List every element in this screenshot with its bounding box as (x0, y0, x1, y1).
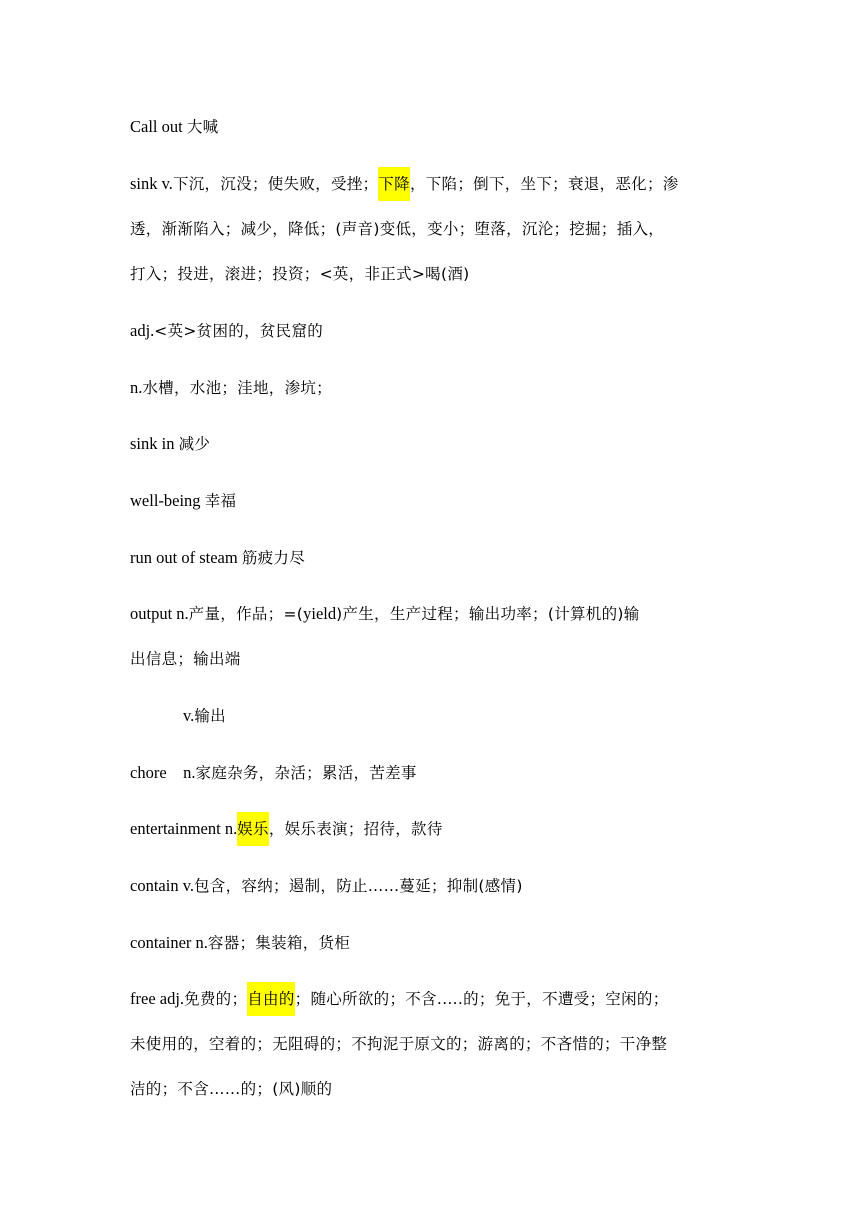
entry-contain (130, 874, 523, 898)
entry-definition: 免费的； (184, 990, 248, 1008)
entry-sink-noun (130, 376, 332, 400)
entry-chore (130, 761, 417, 785)
entry-output-verb (183, 704, 226, 728)
entry-definition-continued: )产生，生产过程；输出功率；(计算机的)输 (336, 605, 640, 623)
entry-word: entertainment n. (130, 819, 238, 838)
entry-sink-line-1 (130, 172, 679, 196)
entry-run-out-of-steam (130, 546, 305, 570)
entry-definition: 减少 (178, 435, 211, 453)
entry-definition-continued: ，下陷；倒下，坐下；衰退，恶化；渗 (409, 175, 679, 193)
entry-definition: 大喊 (186, 118, 219, 136)
entry-definition: 透，渐渐陷入；减少，降低；(声音)变低，变小；堕落，沉沦；挖掘；插入， (130, 220, 665, 238)
entry-word: free adj. (130, 989, 185, 1008)
entry-sink-adj (130, 319, 323, 343)
entry-word: adj. (130, 321, 155, 340)
entry-definition: 洁的；不含……的；(风)顺的 (130, 1080, 333, 1098)
entry-word: container n. (130, 933, 208, 952)
entry-free-line-1 (130, 987, 669, 1011)
entry-definition: 水槽，水池；洼地，渗坑； (142, 379, 332, 397)
entry-free-line-2 (130, 1032, 667, 1056)
entry-word: output n. (130, 604, 189, 623)
entry-definition: 下沉，沉没；使失败，受挫； (172, 175, 379, 193)
entry-sink-line-2 (130, 217, 664, 241)
entry-definition-continued: ；随心所欲的；不含.….的；免于，不遭受；空闲的； (294, 990, 669, 1008)
entry-word: Call out (130, 117, 187, 136)
entry-free-line-3 (130, 1077, 332, 1101)
entry-well-being (130, 489, 236, 513)
entry-word: sink v. (130, 174, 173, 193)
entry-word: chore n. (130, 763, 196, 782)
entry-word: v. (183, 706, 195, 725)
entry-word-inline: yield (303, 604, 337, 623)
entry-word: run out of steam (130, 548, 242, 567)
entry-definition: 输出 (194, 707, 226, 725)
entry-definition: 筋疲力尽 (241, 549, 306, 567)
highlighted-text: 自由的 (247, 982, 294, 1016)
entry-definition: 包含，容纳；遏制，防止……蔓延；抑制(感情) (194, 877, 523, 895)
entry-word: n. (130, 378, 143, 397)
entry-definition: 出信息；输出端 (130, 650, 241, 668)
entry-definition: 未使用的，空着的；无阻碍的；不拘泥于原文的；游离的；不吝惜的；干净整 (130, 1035, 668, 1053)
entry-definition: 产量，作品；=( (188, 605, 304, 623)
entry-sink-in (130, 432, 210, 456)
entry-sink-line-3 (130, 262, 469, 286)
entry-definition: <英>贫困的，贫民窟的 (154, 322, 324, 340)
entry-output-line-1 (130, 602, 640, 626)
highlighted-text: 下降 (378, 167, 410, 201)
entry-word: well-being (130, 491, 205, 510)
entry-definition: 容器；集装箱，货柜 (207, 934, 351, 952)
entry-container (130, 931, 350, 955)
entry-entertainment (130, 817, 443, 841)
entry-definition-continued: ，娱乐表演；招待，款待 (268, 820, 443, 838)
entry-output-line-2 (130, 647, 241, 671)
highlighted-text: 娱乐 (237, 812, 269, 846)
entry-definition: 打入；投进，滚进；投资；<英，非正式>喝(酒) (130, 265, 470, 283)
entry-word: sink in (130, 434, 179, 453)
entry-definition: 幸福 (204, 492, 237, 510)
entry-call-out (130, 115, 218, 139)
entry-definition: 家庭杂务，杂活；累活，苦差事 (195, 764, 417, 782)
entry-word: contain v. (130, 876, 194, 895)
